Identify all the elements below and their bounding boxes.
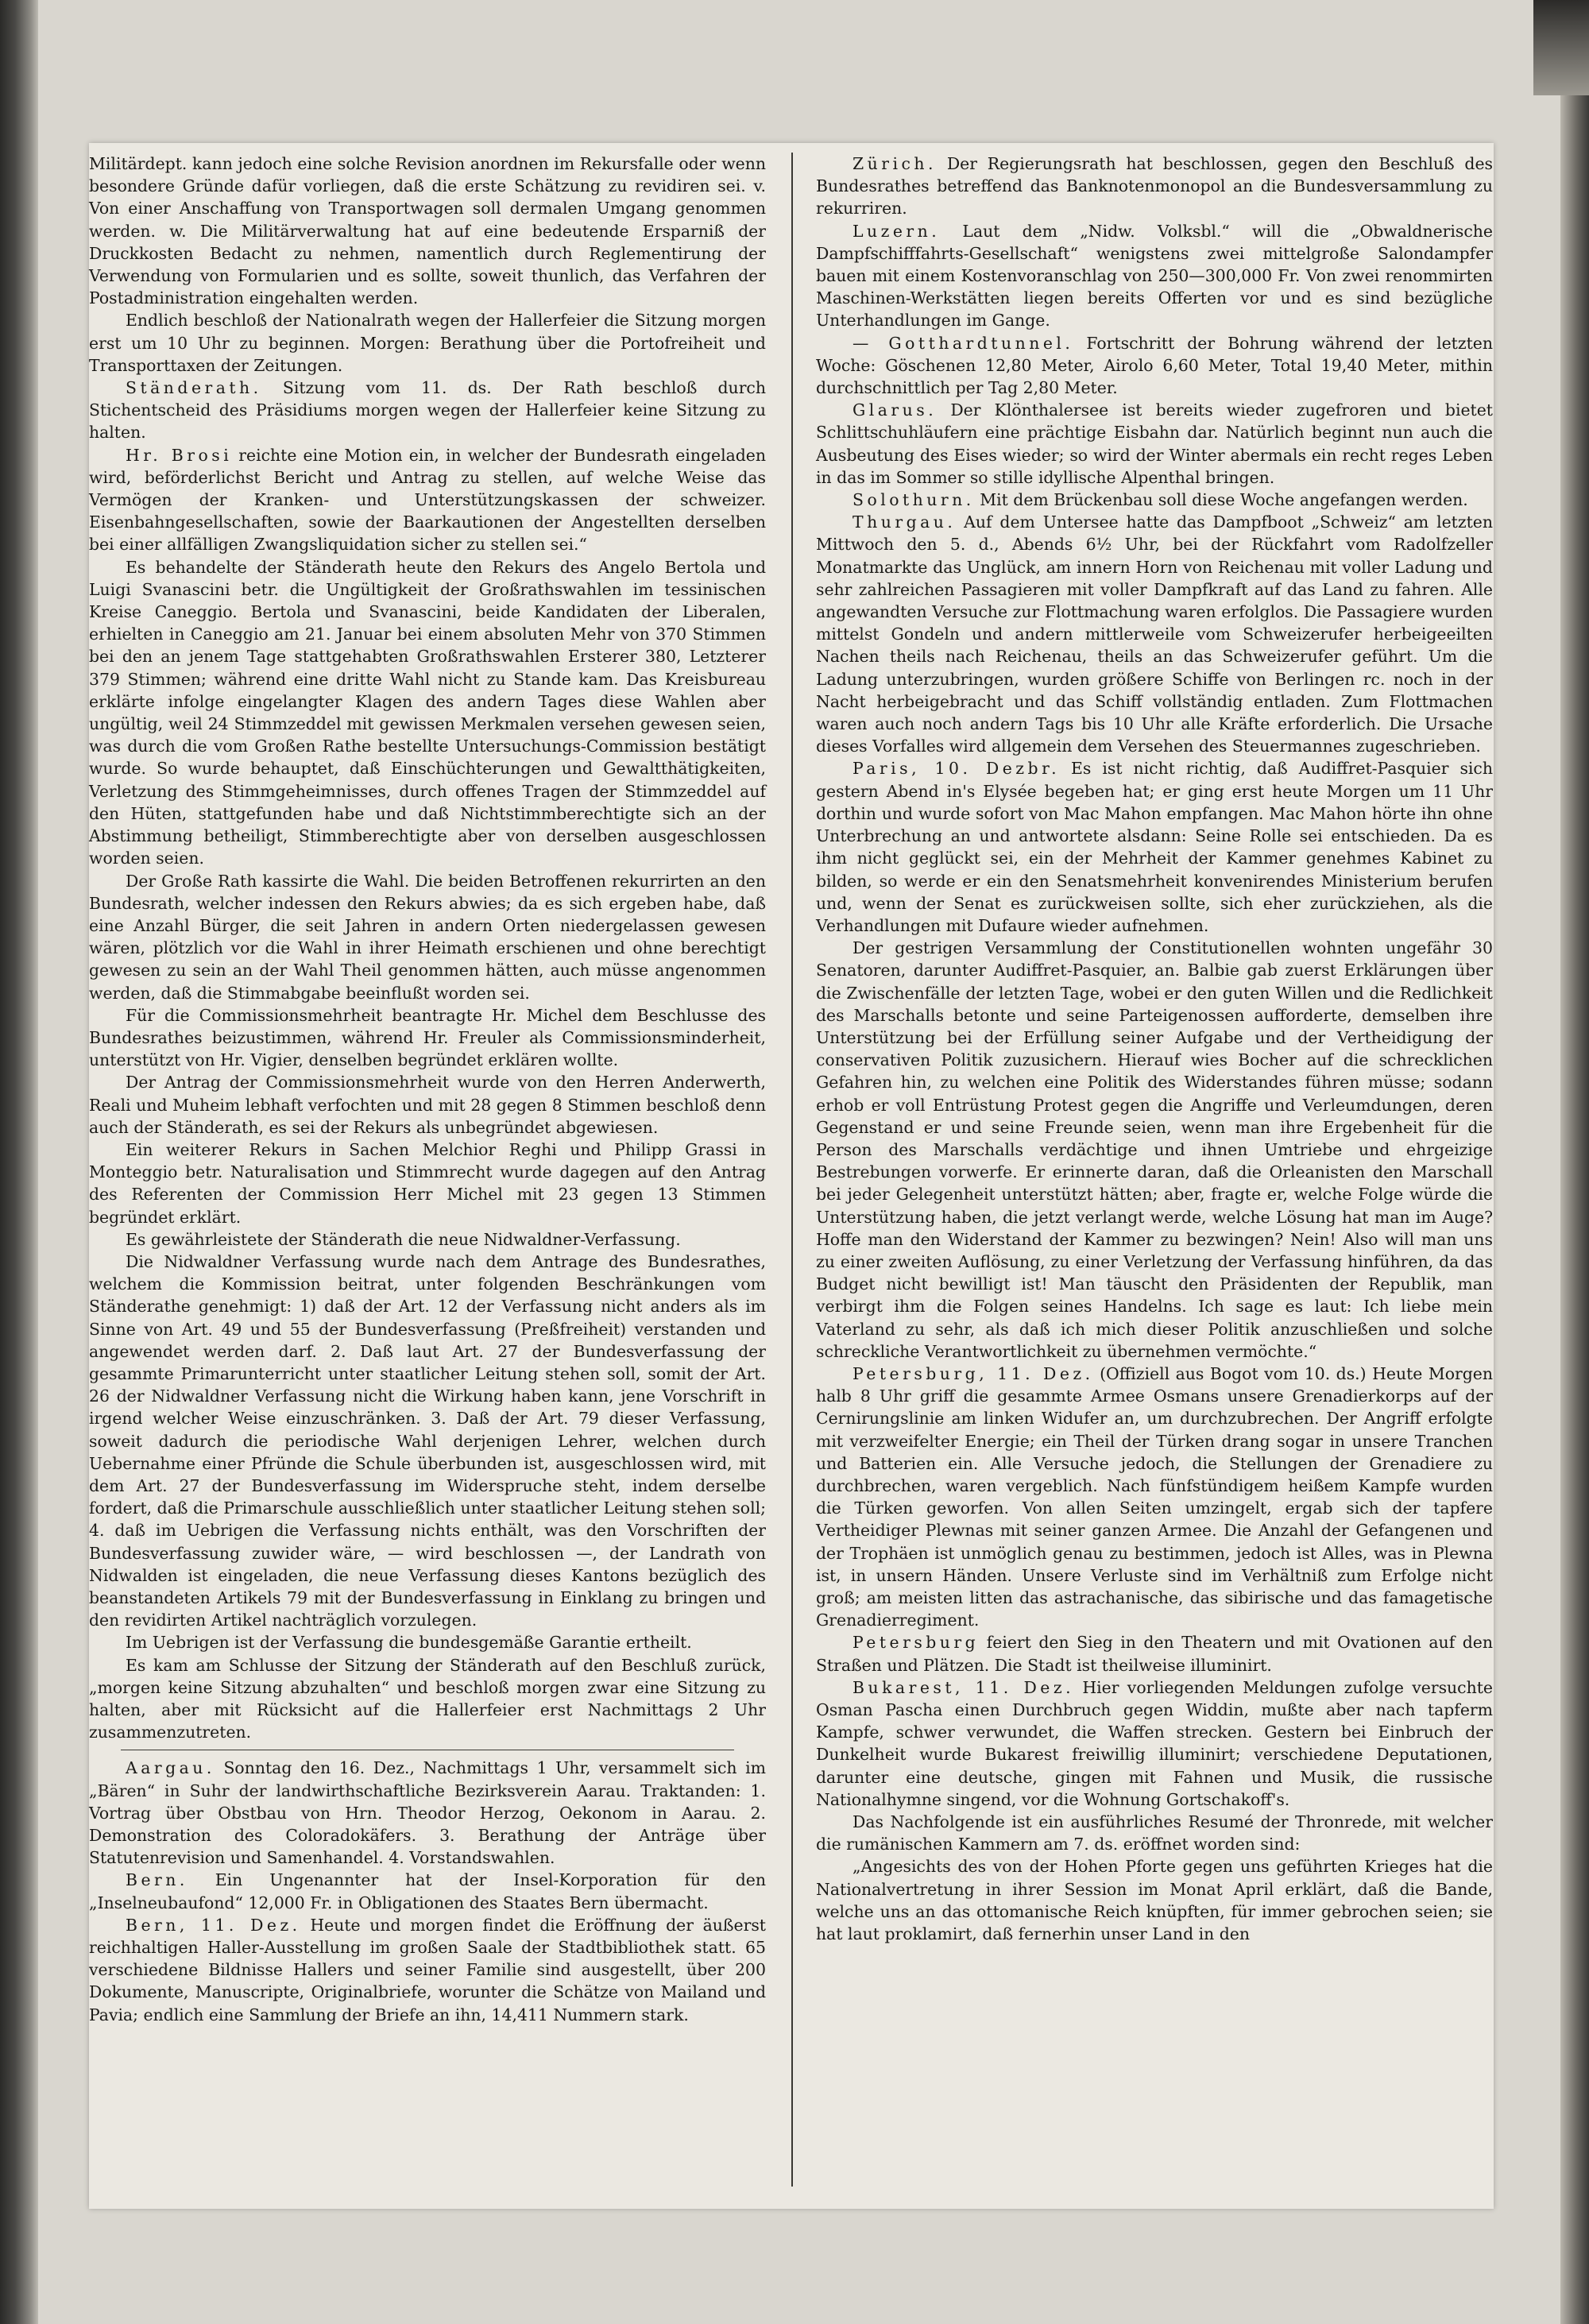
paragraph-text: Für die Commissionsmehrheit beantragte Hr. Michel dem Beschlusse des Bundesrathes beizustimmen, während Hr. Freuler als Commissionsminderheit, unterstützt von Hr. Vigier, denselben begründet erklären wollte. — [89, 1005, 766, 1070]
book-binding-edge — [0, 0, 38, 2324]
article-paragraph — [89, 309, 766, 377]
article-paragraph — [816, 489, 1493, 511]
article-paragraph — [89, 1869, 766, 1913]
paragraph-lead: Luzern. — [852, 221, 941, 241]
page-right-edge — [1560, 0, 1589, 2324]
paragraph-text: Ein Ungenannter hat der Insel-Korporation für den „Inselneubaufond“ 12,000 Fr. in Obligationen des Staates Bern übermacht. — [89, 1870, 766, 1912]
article-paragraph — [816, 1631, 1493, 1676]
paragraph-text: (Offiziell aus Bogot vom 10. ds.) Heute Morgen halb 8 Uhr griff die gesammte Armee Osmans unsere Grenadierkorps auf der Cernirungslinie am linken Widufer an, um durchzubrechen. Der Angriff erfolgte mit verzweifelter Energie; ein Theil der Türken drang sogar in unsere Tranchen und Batterien ein. Alle Versuche jedoch, die Stellungen der Grenadiere zu durchbrechen, waren vergeblich. Nach fünfstündigem heißem Kampfe wurden die Türken geworfen. Von allen Seiten umzingelt, ergab sich der tapfere Vertheidiger Plewnas mit seiner ganzen Armee. Die Anzahl der Gefangenen und der Trophäen ist unmöglich genau zu bestimmen, jedoch ist Alles, was in Plewna ist, in unsern Händen. Unsere Verluste sind im Verhältniß zum Erfolge nicht groß; am meisten litten das astrachanische, das sibirische und das famagetische Grenadierregiment. — [816, 1363, 1493, 1630]
paragraph-text: Laut dem „Nidw. Volksbl.“ will die „Obwaldnerische Dampfschifffahrts-Gesellschaft“ wenigstens zwei mittelgroße Salondampfer bauen mit einem Kostenvoranschlag von 250—300,000 Fr. Von zwei renommirten Maschinen-Werkstätten liegen bereits Offerten vor und es sind bezügliche Unterhandlungen im Gange. — [816, 221, 1493, 331]
paragraph-lead: Bukarest, 11. Dez. — [852, 1677, 1075, 1697]
paragraph-text: Der Antrag der Commissionsmehrheit wurde von den Herren Anderwerth, Reali und Muheim lebhaft verfochten und mit 28 gegen 8 Stimmen beschloß denn auch der Ständerath, es sei der Rekurs als unbegründet abgewiesen. — [89, 1073, 766, 1137]
article-paragraph — [89, 556, 766, 870]
paragraph-text: Sonntag den 16. Dez., Nachmittags 1 Uhr, versammelt sich im „Bären“ in Suhr der landwirthschaftliche Bezirksverein Aarau. Traktanden: 1. Vortrag über Obstbau von Hrn. Theodor Herzog, Oekonom in Aarau. 2. Demonstration des Coloradokäfers. 3. Berathung der Anträge über Statutenrevision und Samenhandel. 4. Vorstandswahlen. — [89, 1758, 766, 1868]
article-paragraph — [89, 1654, 766, 1744]
page-corner-shadow — [1533, 0, 1589, 95]
article-paragraph — [816, 153, 1493, 220]
paragraph-text: Endlich beschloß der Nationalrath wegen der Hallerfeier die Sitzung morgen erst um 10 Uhr zu beginnen. Morgen: Berathung über die Portofreiheit und Transporttaxen der Zeitungen. — [89, 311, 766, 375]
article-paragraph — [89, 1004, 766, 1072]
left-column — [89, 153, 766, 2026]
article-paragraph — [816, 399, 1493, 489]
article-paragraph — [89, 1139, 766, 1228]
article-paragraph — [816, 511, 1493, 757]
paragraph-text: Die Nidwaldner Verfassung wurde nach dem Antrage des Bundesrathes, welchem die Kommission beitrat, unter folgenden Beschränkungen vom Ständerathe genehmigt: 1) daß der Art. 12 der Verfassung nicht anders als im Sinne von Art. 49 und 55 der Bundesverfassung (Preßfreiheit) verstanden und angewendet werden darf. 2. Daß laut Art. 27 der Bundesverfassung der gesammte Primarunterricht unter staatlicher Leitung stehen soll, somit der Art. 26 der Nidwaldner Verfassung nicht die Wirkung haben kann, jene Vorschrift in irgend welcher Weise einzuschränken. 3. Daß der Art. 79 dieser Verfassung, soweit dadurch die periodische Wahl derjenigen Lehrer, welchen durch Uebernahme einer Pfründe die Schule überbunden ist, ausgeschlossen wird, mit dem Art. 27 der Bundesverfassung im Widerspruche steht, indem derselbe fordert, daß die Primarschule ausschließlich unter staatlicher Leitung stehen soll; 4. daß im Uebrigen die Verfassung nichts enthält, was den Vorschriften der Bundesverfassung zuwider wäre, — wird beschlossen —, der Landrath von Nidwalden ist eingeladen, die neue Verfassung dieses Kantons bezüglich des beanstandeten Artikels 79 mit der Bundesverfassung in Einklang zu bringen und den revidirten Artikel nachträglich vorzulegen. — [89, 1251, 766, 1630]
paragraph-text: Der Regierungsrath hat beschlossen, gegen den Beschluß des Bundesrathes betreffend das Banknotenmonopol an die Bundesversammlung zu rekurriren. — [816, 154, 1493, 218]
column-divider — [791, 153, 793, 2187]
paragraph-lead: Petersburg — [852, 1633, 980, 1653]
paragraph-lead: Bern. — [126, 1870, 188, 1890]
paragraph-text: Fortschritt der Bohrung während der letzten Woche: Göschenen 12,80 Meter, Airolo 6,60 Meter, Total 19,40 Meter, mithin durchschnittlich per Tag 2,80 Meter. — [816, 333, 1494, 398]
paragraph-lead: Glarus. — [852, 400, 938, 420]
paragraph-lead: Paris, 10. Dezbr. — [852, 759, 1061, 779]
article-paragraph — [89, 870, 766, 1004]
paragraph-text: reichte eine Motion ein, in welcher der Bundesrath eingeladen wird, beförderlichst Bericht und Antrag zu stellen, auf welche Weise das Vermögen der Kranken- und Unterstützungskassen der schweizer. Eisenbahngesellschaften, sowie der Baarkautionen der Angestellten derselben bei einer allfälligen Zwangsliquidation sicher zu stellen sei.“ — [89, 445, 766, 555]
paragraph-lead: Aargau. — [126, 1758, 215, 1778]
paragraph-lead: Hr. Brosi — [126, 445, 233, 465]
paragraph-text: Es gewährleistete der Ständerath die neue Nidwaldner-Verfassung. — [126, 1229, 681, 1249]
paragraph-lead: — Gotthardtunnel. — [852, 333, 1074, 353]
article-paragraph — [816, 1855, 1493, 1945]
paragraph-text: Es ist nicht richtig, daß Audiffret-Pasquier sich gestern Abend in's Elysée begeben hat; er ging erst heute Morgen um 11 Uhr dorthin und wurde sofort von Mac Mahon empfangen. Mac Mahon hörte ihn ohne Unterbrechung an und antwortete alsdann: Seine Rolle sei entschieden. Da es ihm nicht geglückt sei, ein der Mehrheit der Kammer genehmes Kabinet zu bilden, so werde er ein den Senatsmehrheit konvenirendes Ministerium berufen und, wenn der Senat es zurückweisen sollte, sich eher zurückziehen, als die Verhandlungen mit Dufaure wieder aufnehmen. — [816, 759, 1493, 935]
paragraph-text: Der gestrigen Versammlung der Constitutionellen wohnten ungefähr 30 Senatoren, darunter Audiffret-Pasquier, an. Balbie gab zuerst Erklärungen über die Zwischenfälle der letzten Tage, wobei er den guten Willen und die Redlichkeit des Marschalls betonte und seine Parteigenossen aufforderte, demselben ihre Unterstützung bei der Erfüllung seiner Aufgabe und der Vertheidigung der conservativen Politik zuzusichern. Hierauf wies Bocher auf die schrecklichen Gefahren hin, zu welchen eine Politik des Widerstandes führen müsse; sodann erhob er voll Entrüstung Protest gegen die Angriffe und Verleumdungen, deren Gegenstand er und seine Freunde seien, wenn man ihre Ergebenheit für die Person des Marschalls verdächtige und ihnen Umtriebe und ehrgeizige Bestrebungen vorwerfe. Er erinnerte daran, daß die Orleanisten den Marschall bei jeder Gelegenheit unterstützt hätten; aber, fragte er, welche Folge würde die Unterstützung haben, die jetzt verlangt werde, welche Lösung hat man im Auge? Hoffe man den Widerstand der Kammer zu bezwingen? Nein! Also will man uns zu einer zweiten Auflösung, zu einer Verletzung der Verfassung hinführen, da das Budget nicht bewilligt ist! Man täuscht den Präsidenten der Republik, man verbirgt ihm die Folgen seines Handelns. Ich sage es laut: Ich liebe mein Vaterland zu sehr, als daß ich mich dieser Politik anzuschließen und solche schreckliche Verantwortlichkeit zu übernehmen vermöchte.“ — [816, 938, 1493, 1361]
paragraph-text: Mit dem Brückenbau soll diese Woche angefangen werden. — [974, 490, 1468, 510]
article-paragraph — [816, 937, 1493, 1363]
article-paragraph — [89, 1914, 766, 2026]
article-paragraph — [816, 1363, 1493, 1631]
article-paragraph — [89, 444, 766, 556]
article-paragraph — [816, 1676, 1493, 1811]
paragraph-text: Das Nachfolgende ist ein ausführliches Resumé der Thronrede, mit welcher die rumänischen Kammern am 7. ds. eröffnet worden sind: — [816, 1812, 1493, 1854]
article-paragraph — [89, 153, 766, 309]
paragraph-text: Hier vorliegenden Meldungen zufolge versuchte Osman Pascha einen Durchbruch gegen Widdin, mußte aber nach tapferm Kampfe, schwer verwundet, die Waffen strecken. Gestern bei Einbruch der Dunkelheit wurde Bukarest freiwillig illuminirt; verschiedene Deputationen, darunter eine deutsche, gingen mit Fahnen und Musik, die russische Nationalhymne singend, vor die Wohnung Gortschakoff's. — [816, 1677, 1493, 1809]
paragraph-text: Ein weiterer Rekurs in Sachen Melchior Reghi und Philipp Grassi in Monteggio betr. Naturalisation und Stimmrecht wurde dagegen auf den Antrag des Referenten der Commission Herr Michel mit 23 gegen 13 Stimmen begründet erklärt. — [89, 1139, 766, 1227]
article-paragraph — [89, 1251, 766, 1631]
paragraph-text: Der Klönthalersee ist bereits wieder zugefroren und bietet Schlittschuhläufern eine prächtige Eisbahn dar. Natürlich beginnt nun auch die Ausbeutung des Eises wieder; so wird der Winter abermals ein recht reges Leben in das im Sommer so stille idyllische Alpenthal bringen. — [816, 400, 1493, 487]
article-paragraph — [89, 1071, 766, 1139]
paragraph-lead: Petersburg, 11. Dez. — [852, 1363, 1094, 1383]
paragraph-text: Auf dem Untersee hatte das Dampfboot „Schweiz“ am letzten Mittwoch den 5. d., Abends 6½ Uhr, bei der Rückfahrt vom Radolfzeller Monatmarkte das Unglück, am innern Horn von Reichenau mit voller Ladung und sehr zahlreichen Passagieren mit voller Dampfkraft auf das Land zu fahren. Alle angewandten Versuche zur Flottmachung waren erfolglos. Die Passagiere wurden mittelst Gondeln und andern mittlerweile vom Schweizerufer herbeigeeilten Nachen theils nach Reichenau, theils an das Schweizerufer geführt. Um die Ladung unterzubringen, wurden größere Schiffe von Berlingen rc. noch in der Nacht herbeigebracht und das Schiff vollständig entladen. Zum Flottmachen waren auch noch andern Tags bis 10 Uhr alle Kräfte erforderlich. Die Ursache dieses Vorfalles wird allgemein dem Versehen des Steuermannes zugeschrieben. — [816, 512, 1493, 756]
paragraph-lead: Bern, 11. Dez. — [126, 1915, 301, 1935]
article-paragraph — [89, 377, 766, 444]
right-column — [816, 153, 1493, 1945]
paragraph-lead: Solothurn. — [852, 490, 975, 510]
paragraph-text: Der Große Rath kassirte die Wahl. Die beiden Betroffenen rekurrirten an den Bundesrath, welcher indessen den Rekurs abwies; da es sich ergeben habe, daß eine Anzahl Bürger, die seit Jahren in andern Orten niedergelassen gewesen wären, plötzlich vor die Wahl in ihrer Heimath erschienen und ohne berechtigt gewesen zu sein an der Wahl Theil genommen hätten, auch müsse angenommen werden, daß die Stimmabgabe beeinflußt worden sei. — [89, 871, 766, 1003]
article-paragraph — [89, 1757, 766, 1869]
paragraph-text: Sitzung vom 11. ds. Der Rath beschloß durch Stichentscheid des Präsidiums morgen wegen der Hallerfeier keine Sitzung zu halten. — [89, 378, 766, 443]
paragraph-lead: Thurgau. — [852, 512, 957, 532]
article-paragraph — [816, 757, 1493, 937]
paragraph-text: Militärdept. kann jedoch eine solche Revision anordnen im Rekursfalle oder wenn besondere Gründe dafür vorliegen, daß die erste Schätzung zu revidiren sei. v. Von einer Anschaffung von Transportwagen soll dermalen Umgang genommen werden. w. Die Militärverwaltung hat auf eine bedeutende Ersparniß der Druckkosten Bedacht zu nehmen, namentlich durch Reglementirung der Verwendung von Formularien und es sollte, soweit thunlich, das Verfahren der Postadministration eingehalten werden. — [89, 154, 766, 308]
article-paragraph — [816, 332, 1493, 400]
article-paragraph — [816, 1811, 1493, 1855]
paragraph-text: feiert den Sieg in den Theatern und mit Ovationen auf den Straßen und Plätzen. Die Stadt ist theilweise illuminirt. — [816, 1633, 1493, 1675]
article-paragraph — [89, 1631, 766, 1653]
article-paragraph — [816, 220, 1493, 332]
paragraph-text: „Angesichts des von der Hohen Pforte gegen uns geführten Krieges hat die Nationalvertretung in ihrer Session im Monat April erklärt, daß die Bande, welche uns an das ottomanische Reich knüpften, für immer gebrochen seien; sie hat laut proklamirt, daß fernerhin unser Land in den — [816, 1857, 1493, 1944]
paragraph-text: Es behandelte der Ständerath heute den Rekurs des Angelo Bertola und Luigi Svanascini betr. die Ungültigkeit der Großrathswahlen im tessinischen Kreise Caneggio. Bertola und Svanascini, beide Kandidaten der Liberalen, erhielten in Caneggio am 21. Januar bei einem absoluten Mehr von 370 Stimmen bei den an jenem Tage stattgehabten Großrathswahlen Ersterer 380, Letzterer 379 Stimmen; während eine dritte Wahl nicht zu Stande kam. Das Kreisbureau erklärte infolge eingelangter Klagen des andern Tages diese Wahlen aber ungültig, weil 24 Stimmzeddel mit gewissen Merkmalen versehen gewesen seien, was durch die vom Großen Rathe bestellte Untersuchungs-Commission bestätigt wurde. So wurde behauptet, daß Einschüchterungen und Gewaltthätigkeiten, Verletzung des Stimmgeheimnisses, durch offenes Tragen der Stimmzeddel auf den Hüten, stattgefunden habe und daß Nichtstimmberechtigte sich an der Abstimmung betheiligt, Stimmberechtigte aber von derselben ausgeschlossen worden seien. — [89, 557, 766, 868]
article-paragraph — [89, 1228, 766, 1251]
newspaper-page — [89, 143, 1494, 2209]
paragraph-text: Heute und morgen findet die Eröffnung der äußerst reichhaltigen Haller-Ausstellung im großen Saale der Stadtbibliothek statt. 65 verschiedene Bildnisse Hallers und seiner Familie sind ausgestellt, über 200 Dokumente, Manuscripte, Originalbriefe, worunter die Schätze von Mailand und Pavia; endlich eine Sammlung der Briefe an ihn, 14,411 Nummern stark. — [89, 1915, 767, 2024]
paragraph-text: Es kam am Schlusse der Sitzung der Ständerath auf den Beschluß zurück, „morgen keine Sitzung abzuhalten“ und beschloß morgen zwar eine Sitzung zu halten, aber mit Rücksicht auf die Hallerfeier erst Nachmittags 2 Uhr zusammenzutreten. — [89, 1655, 766, 1742]
paragraph-text: Im Uebrigen ist der Verfassung die bundesgemäße Garantie ertheilt. — [126, 1633, 692, 1653]
paragraph-lead: Zürich. — [852, 154, 938, 173]
paragraph-lead: Ständerath. — [126, 378, 262, 398]
